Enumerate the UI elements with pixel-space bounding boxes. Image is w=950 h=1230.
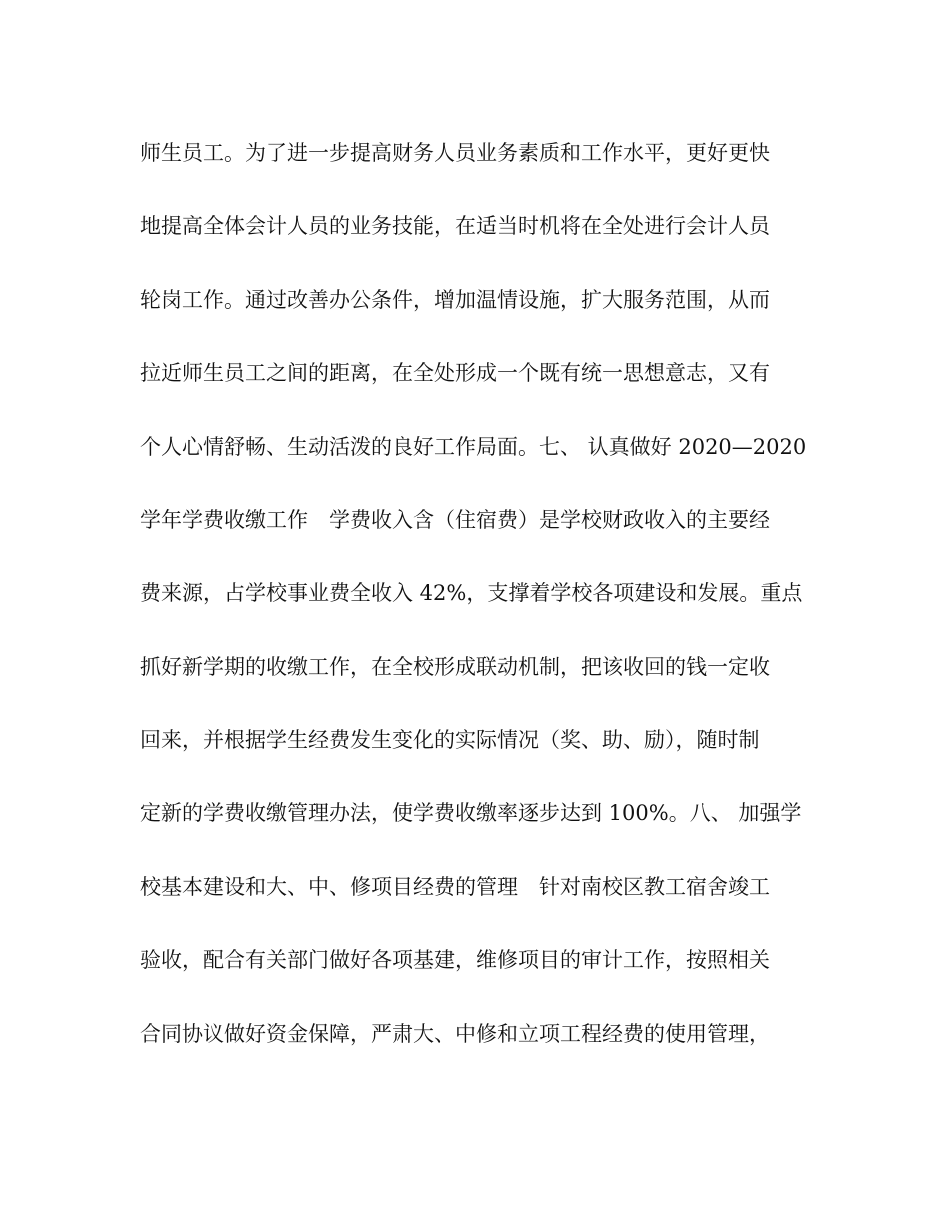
text-line: 轮岗工作。通过改善办公条件，增加温情设施，扩大服务范围，从而 [140, 287, 770, 312]
text-line: 师生员工。为了进一步提高财务人员业务素质和工作水平，更好更快 [140, 141, 770, 165]
text-line: 校基本建设和大、中、修项目经费的管理 针对南校区教工宿舍竣工 [140, 874, 770, 899]
text-line: 拉近师生员工之间的距离，在全处形成一个既有统一思想意志，又有 [140, 361, 770, 386]
text-line: 费来源，占学校事业费全收入 42%，支撑着学校各项建设和发展。重点 [140, 581, 803, 606]
text-line: 定新的学费收缴管理办法，使学费收缴率逐步达到 100%。八、 加强学 [140, 801, 802, 826]
text-line: 合同协议做好资金保障，严肃大、中修和立项工程经费的使用管理， [140, 1021, 770, 1046]
text-line: 学年学费收缴工作 学费收入含（住宿费）是学校财政收入的主要经 [140, 507, 770, 532]
text-line: 地提高全体会计人员的业务技能，在适当时机将在全处进行会计人员 [140, 214, 770, 239]
text-line: 验收，配合有关部门做好各项基建，维修项目的审计工作，按照相关 [140, 948, 770, 973]
text-line: 回来，并根据学生经费发生变化的实际情况（奖、助、励），随时制 [140, 728, 760, 752]
body-text [140, 135, 820, 1089]
text-line: 抓好新学期的收缴工作，在全校形成联动机制，把该收回的钱一定收 [140, 654, 770, 679]
text-line: 个人心情舒畅、生动活泼的良好工作局面。七、 认真做好 2020—2020 [140, 434, 807, 459]
